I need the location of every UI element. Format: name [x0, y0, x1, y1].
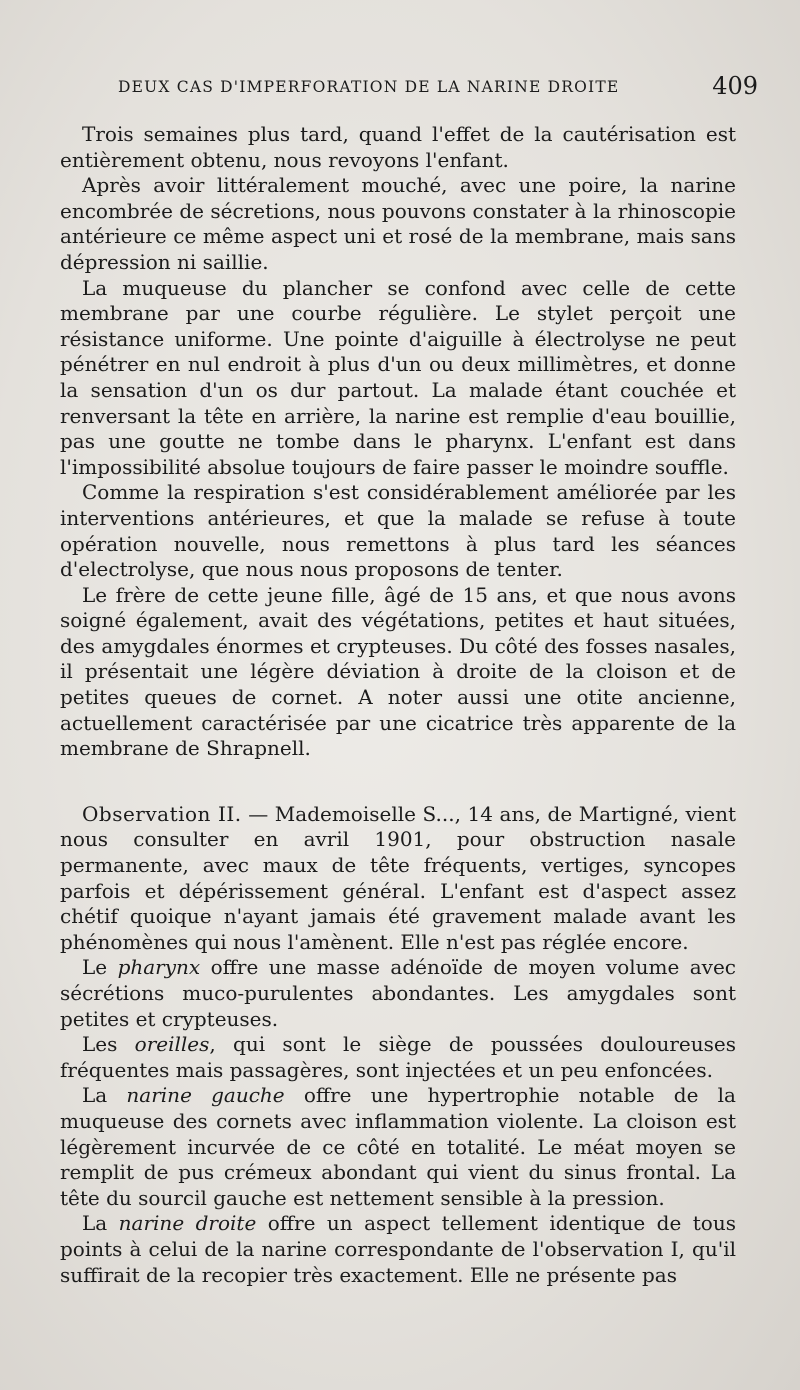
- italic-term: oreilles: [134, 1032, 210, 1057]
- lead-word: La: [82, 1211, 119, 1236]
- narine-droite-paragraph: [60, 1211, 736, 1288]
- italic-term: pharynx: [117, 955, 201, 980]
- paragraph-text: , qui sont le siège de poussées douloureuses fréquentes mais passagères, sont injectées et un peu enfoncées.: [60, 1032, 736, 1082]
- paragraph-text: offre une hypertrophie notable de la muqueuse des cornets avec inflammation violente. La cloison est légèrement incurvée de ce côté en totalité. Le méat moyen se remplit de pus crémeux abondant qui vient du sinus frontal. La tête du sourcil gauche est nettement sensible à la pression.: [60, 1083, 736, 1210]
- observation-intro-text: — Mademoiselle S..., 14 ans, de Martigné, vient nous consulter en avril 1901, pour obstruction nasale permanente, avec maux de tête fréquents, vertiges, syncopes parfois et dépérissement général. L'enfant est d'aspect assez chétif quoique n'ayant jamais été gravement malade avant les phénomènes qui nous l'amènent. Elle n'est pas réglée encore.: [60, 801, 737, 954]
- paragraph-text: offre un aspect tellement identique de tous points à celui de la narine correspondante de l'observation I, qu'il suffirait de la recopier très exactement. Elle ne présente pas: [60, 1211, 736, 1287]
- italic-term: narine gauche: [126, 1083, 285, 1108]
- running-title: DEUX CAS D'IMPERFORATION DE LA NARINE DROITE: [118, 78, 620, 96]
- observation-heading: Observation II.: [82, 801, 242, 826]
- narine-gauche-paragraph: [60, 1083, 736, 1211]
- lead-word: La: [82, 1083, 127, 1108]
- lead-word: Les: [82, 1032, 135, 1057]
- paragraph: Après avoir littéralement mouché, avec une poire, la narine encombrée de sécretions, nous pouvons constater à la rhinoscopie antérieure ce même aspect uni et rosé de la membrane, mais sans dépression ni saillie.: [60, 173, 736, 274]
- lead-word: Le: [82, 955, 118, 980]
- observation-intro: [60, 802, 736, 956]
- paragraph: La muqueuse du plancher se confond avec celle de cette membrane par une courbe régulière. Le stylet perçoit une résistance uniforme. Une pointe d'aiguille à électrolyse ne peut pénétrer en nul endroit à plus d'un ou deux millimètres, et donne la sensation d'un os dur partout. La malade étant couchée et renversant la tête en arrière, la narine est remplie d'eau bouillie, pas une goutte ne tombe dans le pharynx. L'enfant est dans l'impossibilité absolue toujours de faire passer le moindre souffle.: [60, 275, 736, 479]
- page-body: [60, 122, 736, 1288]
- page-number: 409: [712, 72, 758, 100]
- paragraph: Le frère de cette jeune fille, âgé de 15 ans, et que nous avons soigné également, avait des végétations, petites et haut situées, des amygdales énormes et crypteuses. Du côté des fosses nasales, il présentait une légère déviation à droite de la cloison et de petites queues de cornet. A noter aussi une otite ancienne, actuellement caractérisée par une cicatrice très apparente de la membrane de Shrapnell.: [60, 582, 736, 761]
- italic-term: narine droite: [118, 1211, 257, 1236]
- paragraph: Trois semaines plus tard, quand l'effet de la cautérisation est entièrement obtenu, nous revoyons l'enfant.: [60, 122, 736, 172]
- pharynx-paragraph: [60, 955, 736, 1032]
- page-header: [118, 72, 758, 106]
- paragraph-text: offre une masse adénoïde de moyen volume avec sécrétions muco-purulentes abondantes. Les amygdales sont petites et crypteuses.: [60, 955, 736, 1031]
- paragraph: Comme la respiration s'est considérablement améliorée par les interventions antérieures, et que la malade se refuse à toute opération nouvelle, nous remettons à plus tard les séances d'electrolyse, que nous nous proposons de tenter.: [60, 480, 736, 582]
- oreilles-paragraph: [60, 1032, 736, 1083]
